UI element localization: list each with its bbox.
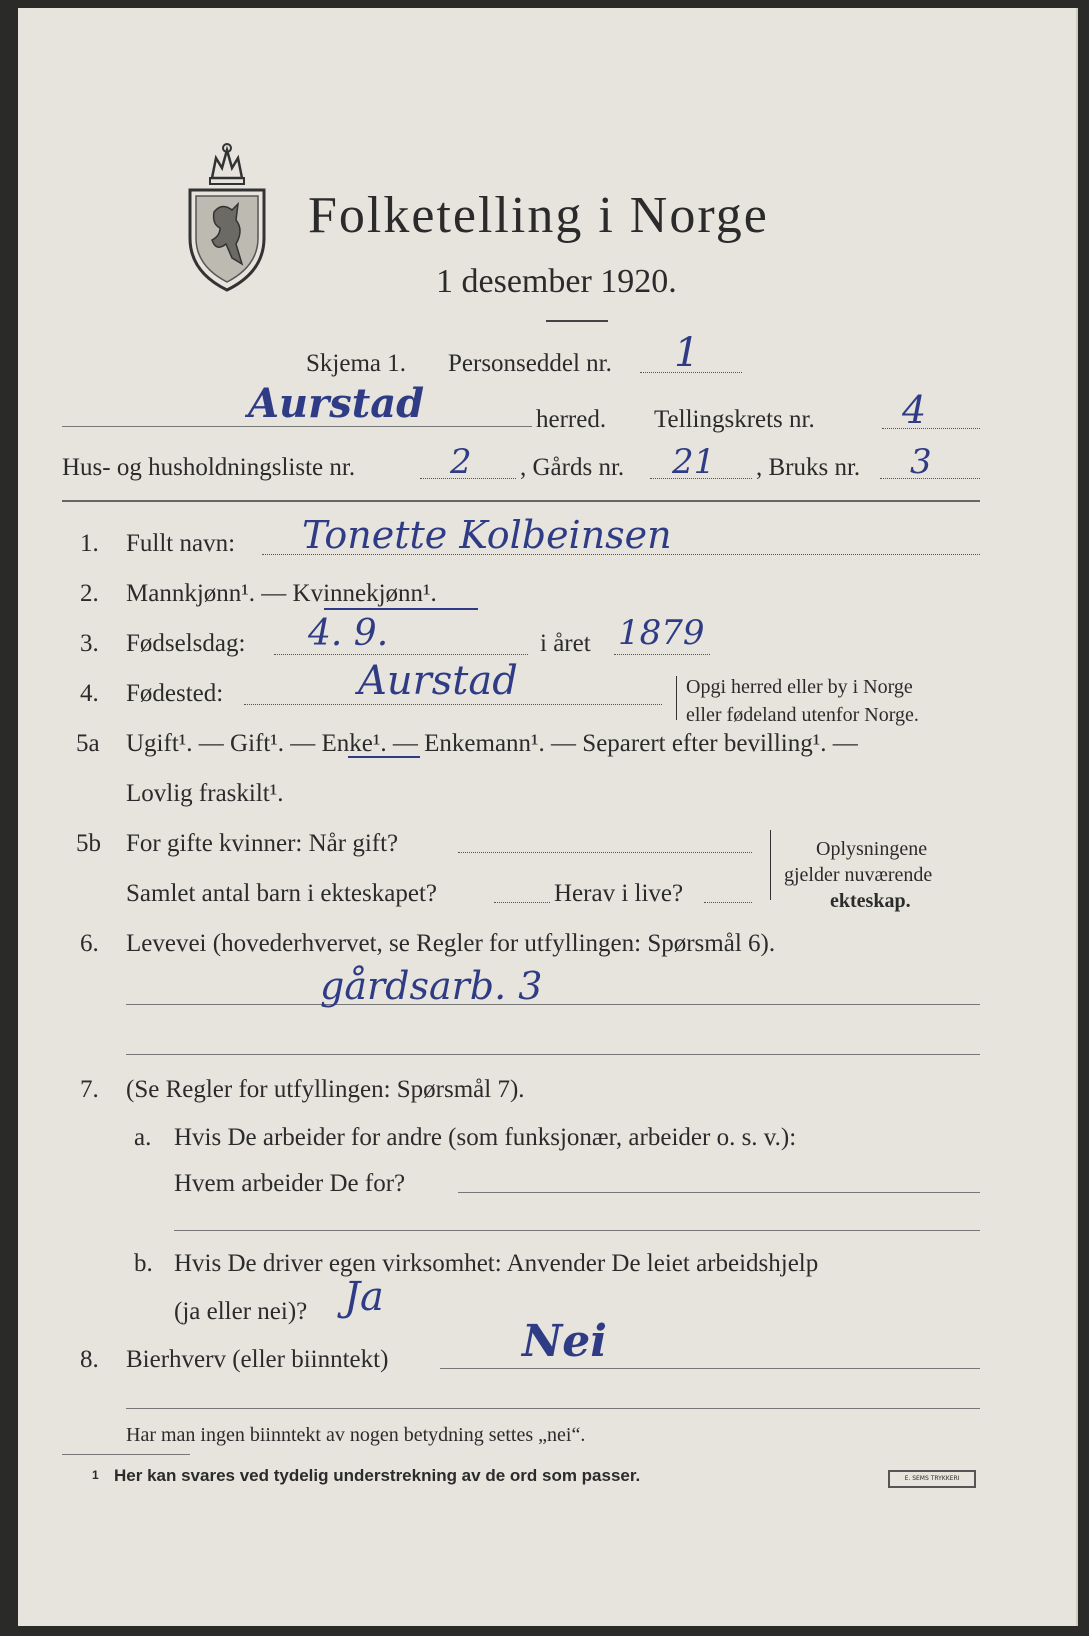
q4-number: 4. bbox=[80, 680, 99, 707]
occupation-value[interactable]: gårdsarb. 3 bbox=[320, 964, 543, 1008]
q7a-label: Hvis De arbeider for andre (som funksjonær, arbeider o. s. v.): bbox=[174, 1124, 797, 1151]
q6-line2 bbox=[126, 1054, 980, 1055]
gards-label: , Gårds nr. bbox=[520, 454, 625, 481]
q2-number: 2. bbox=[80, 580, 99, 607]
footnote-divider bbox=[62, 1454, 190, 1455]
q7a-line2 bbox=[174, 1230, 980, 1231]
q5b-number: 5b bbox=[76, 830, 101, 857]
side-income-value[interactable]: Nei bbox=[522, 1316, 607, 1367]
personseddel-label: Personseddel nr. bbox=[448, 350, 612, 377]
norwegian-coat-of-arms-icon bbox=[186, 140, 268, 292]
q5b-alive-line bbox=[704, 902, 752, 903]
q6-label: Levevei (hovederhvervet, se Regler for utfyllingen: Spørsmål 6). bbox=[126, 930, 776, 957]
kvinnekjonn-underline bbox=[324, 608, 478, 610]
q4-line bbox=[244, 704, 662, 705]
q4-label: Fødested: bbox=[126, 680, 224, 707]
enke-underline bbox=[348, 756, 420, 758]
q1-number: 1. bbox=[80, 530, 99, 557]
q1-label: Fullt navn: bbox=[126, 530, 236, 557]
bruks-label: , Bruks nr. bbox=[756, 454, 861, 481]
q6-number: 6. bbox=[80, 930, 99, 957]
q3-label: Fødselsdag: bbox=[126, 630, 246, 657]
q7-label: (Se Regler for utfyllingen: Spørsmål 7). bbox=[126, 1076, 525, 1103]
title-divider bbox=[546, 320, 608, 322]
q5b-married-line bbox=[458, 852, 752, 853]
q2-label: Mannkjønn¹. — Kvinnekjønn¹. bbox=[126, 580, 437, 607]
hus-value[interactable]: 2 bbox=[450, 442, 472, 482]
q5a-label: Ugift¹. — Gift¹. — Enke¹. — Enkemann¹. — Separert efter bevilling¹. — bbox=[126, 730, 858, 757]
q4-note-line2: eller fødeland utenfor Norge. bbox=[686, 704, 919, 726]
form-title: Folketelling i Norge bbox=[308, 187, 769, 244]
q8-label: Bierhverv (eller biinntekt) bbox=[126, 1346, 389, 1373]
bruks-value[interactable]: 3 bbox=[910, 442, 932, 482]
q6-line1 bbox=[126, 1004, 980, 1005]
q5b-note-line2: gjelder nuværende bbox=[784, 864, 933, 886]
q8-number: 8. bbox=[80, 1346, 99, 1373]
tellingskrets-label: Tellingskrets nr. bbox=[654, 406, 815, 433]
q3-line bbox=[274, 654, 528, 655]
printer-stamp-text: E. SEMS TRYKKERI bbox=[904, 1475, 960, 1482]
q3-number: 3. bbox=[80, 630, 99, 657]
tellingskrets-value[interactable]: 4 bbox=[902, 388, 927, 432]
q7b-label: Hvis De driver egen virksomhet: Anvender De leiet arbeidshjelp bbox=[174, 1250, 819, 1277]
birth-year-value[interactable]: 1879 bbox=[618, 613, 705, 653]
q7-number: 7. bbox=[80, 1076, 99, 1103]
q8-line bbox=[440, 1368, 980, 1369]
personseddel-value[interactable]: 1 bbox=[674, 330, 700, 376]
q5b-note-bracket bbox=[770, 830, 771, 900]
census-form-page bbox=[18, 8, 1078, 1626]
hus-label: Hus- og husholdningsliste nr. bbox=[62, 454, 356, 481]
q7b-label-line2: (ja eller nei)? bbox=[174, 1298, 308, 1325]
birthplace-value[interactable]: Aurstad bbox=[358, 658, 518, 704]
q5b-label: For gifte kvinner: Når gift? bbox=[126, 830, 399, 857]
printer-stamp bbox=[888, 1470, 976, 1488]
year-label: i året bbox=[540, 630, 591, 657]
year-line bbox=[614, 654, 710, 655]
footnote-text: Her kan svares ved tydelig understrekning av de ord som passer. bbox=[114, 1466, 641, 1485]
herred-label: herred. bbox=[536, 406, 607, 433]
q4-note-bracket bbox=[676, 676, 677, 720]
herred-value[interactable]: Aurstad bbox=[248, 380, 425, 427]
q5a-number: 5a bbox=[76, 730, 100, 757]
q7a-number: a. bbox=[134, 1124, 152, 1151]
hired-help-value[interactable]: Ja bbox=[344, 1274, 384, 1320]
full-name-value[interactable]: Tonette Kolbeinsen bbox=[302, 513, 672, 557]
q4-note-line1: Opgi herred eller by i Norge bbox=[686, 676, 913, 698]
q7a-line1 bbox=[458, 1192, 980, 1193]
q5a-label-line2: Lovlig fraskilt¹. bbox=[126, 780, 284, 807]
q5b-children-line bbox=[494, 902, 550, 903]
q7b-number: b. bbox=[134, 1250, 153, 1277]
birthday-value[interactable]: 4. 9. bbox=[308, 613, 389, 654]
skjema-label: Skjema 1. bbox=[306, 350, 406, 377]
nei-instruction: Har man ingen biinntekt av nogen betydning settes „nei“. bbox=[126, 1424, 586, 1446]
q5b-children-label: Samlet antal barn i ekteskapet? bbox=[126, 880, 437, 907]
q5b-note-line3: ekteskap. bbox=[830, 890, 911, 912]
header-separator bbox=[62, 500, 980, 502]
q7a-label-line2: Hvem arbeider De for? bbox=[174, 1170, 406, 1197]
gards-value[interactable]: 21 bbox=[672, 442, 716, 482]
footnote-mark: 1 bbox=[92, 1468, 99, 1482]
q5b-note-line1: Oplysningene bbox=[816, 838, 928, 860]
q5b-alive-label: Herav i live? bbox=[554, 880, 684, 907]
q8-line2 bbox=[126, 1408, 980, 1409]
tellingskrets-line bbox=[882, 428, 980, 429]
census-date: 1 desember 1920. bbox=[436, 263, 677, 300]
